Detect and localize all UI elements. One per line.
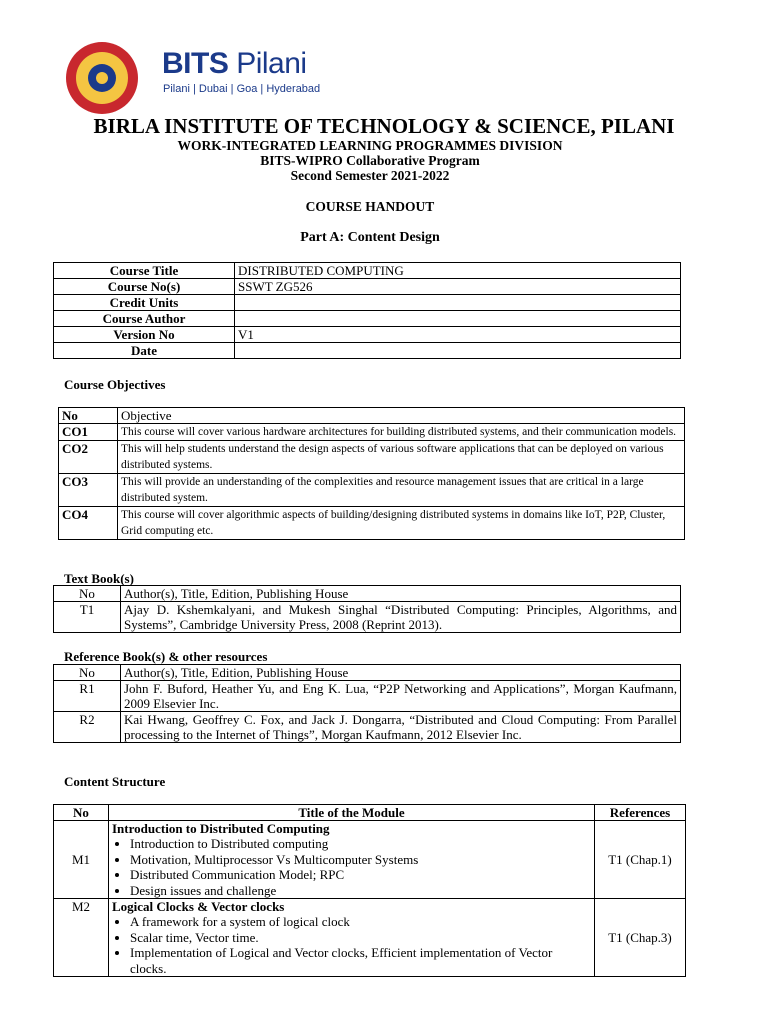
module-row bbox=[54, 821, 686, 899]
textbooks-row bbox=[54, 602, 681, 633]
content-col-no: No bbox=[54, 805, 109, 821]
textbooks-table bbox=[53, 585, 681, 633]
course-info-value bbox=[235, 343, 681, 359]
content-structure-table bbox=[53, 804, 686, 977]
handout-title: COURSE HANDOUT bbox=[305, 199, 435, 214]
textbooks-no: T1 bbox=[54, 602, 121, 633]
references-col-no: No bbox=[54, 665, 121, 681]
module-title-cell bbox=[109, 899, 595, 977]
module-topics bbox=[112, 914, 591, 976]
objective-no: CO4 bbox=[59, 507, 118, 540]
division-title: WORK-INTEGRATED LEARNING PROGRAMMES DIVISION bbox=[177, 138, 563, 153]
objective-text: This will help students understand the design aspects of various software applications that can be deployed on various distributed systems. bbox=[118, 441, 685, 474]
objective-row bbox=[59, 507, 685, 540]
course-info-value bbox=[235, 311, 681, 327]
references-no: R1 bbox=[54, 681, 121, 712]
references-col-desc: Author(s), Title, Edition, Publishing House bbox=[121, 665, 681, 681]
content-col-title: Title of the Module bbox=[109, 805, 595, 821]
references-no: R2 bbox=[54, 712, 121, 743]
institute-title: BIRLA INSTITUTE OF TECHNOLOGY & SCIENCE, PILANI bbox=[93, 114, 675, 138]
module-topic: • Distributed Communication Model; RPC bbox=[130, 867, 591, 883]
course-info-row bbox=[54, 295, 681, 311]
course-info-label: Course Author bbox=[54, 311, 235, 327]
course-info-label: Version No bbox=[54, 327, 235, 343]
course-info-value bbox=[235, 295, 681, 311]
course-info-table bbox=[53, 262, 681, 359]
objective-text: This course will cover algorithmic aspects of building/designing distributed systems in domains like IoT, P2P, Cluster, Grid computing etc. bbox=[118, 507, 685, 540]
content-col-ref: References bbox=[595, 805, 686, 821]
module-topic: • Implementation of Logical and Vector clocks, Efficient implementation of Vector clocks. bbox=[130, 945, 591, 976]
brand-tagline: Pilani | Dubai | Goa | Hyderabad bbox=[163, 83, 321, 95]
objectives-title: Course Objectives bbox=[64, 377, 166, 392]
semester-title: Second Semester 2021-2022 bbox=[290, 168, 450, 183]
module-heading: Introduction to Distributed Computing bbox=[112, 821, 330, 836]
module-topic: • Scalar time, Vector time. bbox=[130, 930, 591, 946]
course-info-value: DISTRIBUTED COMPUTING bbox=[235, 263, 681, 279]
module-no: M1 bbox=[54, 821, 109, 899]
objective-text: This will provide an understanding of the complexities and resource management issues that are critical in a large distributed system. bbox=[118, 474, 685, 507]
course-info-row bbox=[54, 279, 681, 295]
program-title: BITS-WIPRO Collaborative Program bbox=[260, 153, 480, 168]
objectives-col-objective: Objective bbox=[118, 408, 685, 424]
content-structure-title: Content Structure bbox=[64, 774, 166, 789]
objective-no: CO3 bbox=[59, 474, 118, 507]
course-info-label: Course No(s) bbox=[54, 279, 235, 295]
objectives-header-row bbox=[59, 408, 685, 424]
textbooks-text: Ajay D. Kshemkalyani, and Mukesh Singhal “Distributed Computing: Principles, Algorithms, and Systems”, Cambridge University Press, 2008 (Reprint 2013). bbox=[121, 602, 681, 633]
course-info-value: SSWT ZG526 bbox=[235, 279, 681, 295]
textbooks-title: Text Book(s) bbox=[64, 571, 134, 586]
module-heading: Logical Clocks & Vector clocks bbox=[112, 899, 285, 914]
module-no: M2 bbox=[54, 899, 109, 977]
module-reference: T1 (Chap.3) bbox=[595, 899, 686, 977]
course-info-row bbox=[54, 343, 681, 359]
content-header-row bbox=[54, 805, 686, 821]
module-topic: • Introduction to Distributed computing bbox=[130, 836, 591, 852]
course-info-value: V1 bbox=[235, 327, 681, 343]
objective-row bbox=[59, 424, 685, 441]
references-header-row bbox=[54, 665, 681, 681]
references-title: Reference Book(s) & other resources bbox=[64, 649, 268, 664]
references-text: John F. Buford, Heather Yu, and Eng K. Lua, “P2P Networking and Applications”, Morgan Kaufmann, 2009 Elsevier Inc. bbox=[121, 681, 681, 712]
course-info-label: Date bbox=[54, 343, 235, 359]
objectives-table bbox=[58, 407, 685, 540]
references-row bbox=[54, 681, 681, 712]
course-info-row bbox=[54, 263, 681, 279]
course-info-label: Course Title bbox=[54, 263, 235, 279]
module-row bbox=[54, 899, 686, 977]
references-text: Kai Hwang, Geoffrey C. Fox, and Jack J. Dongarra, “Distributed and Cloud Computing: From Parallel processing to the Internet of Things”, Morgan Kaufmann, 2012 Elsevier Inc. bbox=[121, 712, 681, 743]
objective-row bbox=[59, 474, 685, 507]
part-title: Part A: Content Design bbox=[300, 230, 440, 245]
module-reference: T1 (Chap.1) bbox=[595, 821, 686, 899]
module-topics bbox=[112, 836, 591, 898]
module-topic: • A framework for a system of logical clock bbox=[130, 914, 591, 930]
course-info-label: Credit Units bbox=[54, 295, 235, 311]
objective-no: CO1 bbox=[59, 424, 118, 441]
course-info-row bbox=[54, 327, 681, 343]
objective-no: CO2 bbox=[59, 441, 118, 474]
references-row bbox=[54, 712, 681, 743]
course-info-row bbox=[54, 311, 681, 327]
textbooks-col-no: No bbox=[54, 586, 121, 602]
brand-name: BITS Pilani bbox=[162, 47, 307, 80]
objectives-col-no: No bbox=[59, 408, 118, 424]
module-topic: • Motivation, Multiprocessor Vs Multicomputer Systems bbox=[130, 852, 591, 868]
module-title-cell bbox=[109, 821, 595, 899]
references-table bbox=[53, 664, 681, 743]
textbooks-col-desc: Author(s), Title, Edition, Publishing House bbox=[121, 586, 681, 602]
module-topic: • Design issues and challenge bbox=[130, 883, 591, 899]
objective-text: This course will cover various hardware architectures for building distributed systems, and their communication models. bbox=[118, 424, 685, 441]
textbooks-header-row bbox=[54, 586, 681, 602]
objective-row bbox=[59, 441, 685, 474]
